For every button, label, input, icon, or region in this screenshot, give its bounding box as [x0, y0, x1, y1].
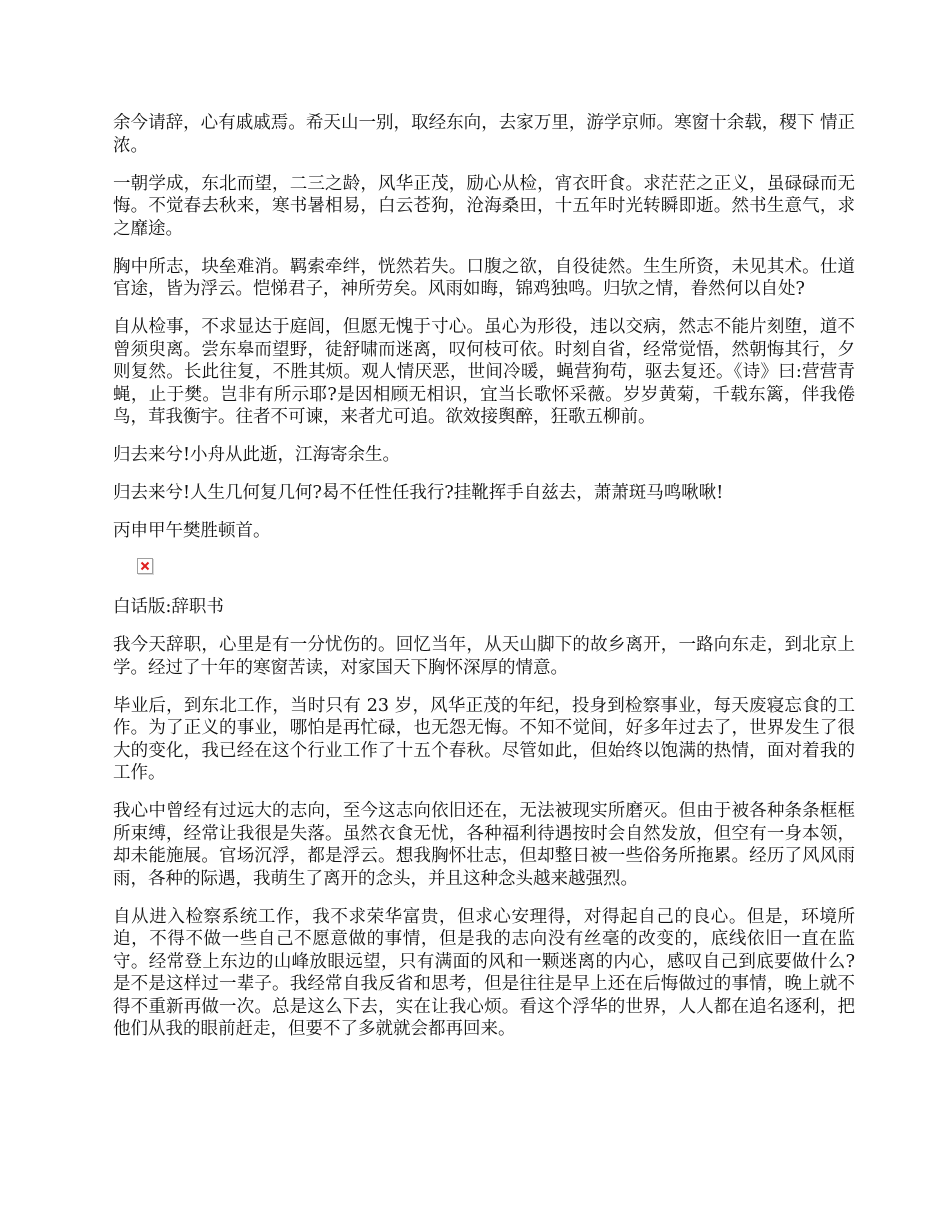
vernacular-paragraph-4: 自从进入检察系统工作，我不求荣华富贵，但求心安理得，对得起自己的良心。但是，环境所迫，不得不做一些自己不愿意做的事情，但是我的志向没有丝毫的改变的，底线依旧一直在监守。经常登上东边的山峰放眼远望，只有满面的风和一颗迷离的内心，感叹自己到底要做什么?是不是这样过一辈子。我经常自我反省和思考，但是往往是早上还在后悔做过的事情，晚上就不得不重新再做一次。总是这么下去，实在让我心烦。看这个浮华的世界，人人都在追名逐利，把他们从我的眼前赶走，但要不了多就就会都再回来。 [113, 906, 855, 1039]
classical-paragraph-4: 自从检事，不求显达于庭闾，但愿无愧于寸心。虽心为形役，违以交病，然志不能片刻堕，道不曾须臾离。尝东皋而望野，徒舒啸而迷离，叹何枝可依。时刻自省，经常觉悟，然朝悔其行，夕则复然。长此往复，不胜其烦。观人情厌恶，世间冷暖，蝇营狗苟，驱去复还。《诗》曰:营营青蝇，止于樊。岂非有所示耶?是因相顾无相识，宜当长歌怀采薇。岁岁黄菊，千载东篱，伴我倦鸟，茸我衡宇。往者不可谏，来者尤可追。欲效接舆醉，狂歌五柳前。 [113, 317, 855, 427]
document-page [113, 112, 855, 1056]
vernacular-heading: 白话版:辞职书 [113, 597, 224, 617]
vernacular-paragraph-1: 我今天辞职，心里是有一分忧伤的。回忆当年，从天山脚下的故乡离开，一路向东走，到北京上学。经过了十年的寒窗苦读，对家国天下胸怀深厚的情意。 [113, 635, 855, 678]
vernacular-paragraph-2: 毕业后，到东北工作，当时只有 23 岁，风华正茂的年纪，投身到检察事业，每天废寝忘食的工作。为了正义的事业，哪怕是再忙碌，也无怨无悔。不知不觉间，好多年过去了，世界发生了很大的变化，我已经在这个行业工作了十五个春秋。尽管如此，但始终以饱满的热情，面对着我的工作。 [113, 695, 855, 783]
classical-paragraph-5: 归去来兮!小舟从此逝，江海寄余生。 [113, 445, 401, 465]
vernacular-paragraph-3: 我心中曾经有过远大的志向，至今这志向依旧还在，无法被现实所磨灭。但由于被各种条条框框所束缚，经常让我很是失落。虽然衣食无忧，各种福利待遇按时会自然发放，但空有一身本领，却未能施展。官场沉浮，都是浮云。想我胸怀壮志，但却整日被一些俗务所拖累。经历了风风雨雨，各种的际遇，我萌生了离开的念头，并且这种念头越来越强烈。 [113, 801, 855, 889]
classical-paragraph-1: 余今请辞，心有戚戚焉。希天山一别，取经东向，去家万里，游学京师。寒窗十余载，稷下 情正浓。 [113, 113, 855, 156]
image-placeholder-row [113, 558, 855, 578]
signature-line: 丙申甲午樊胜顿首。 [113, 521, 271, 541]
broken-image-icon [137, 558, 153, 574]
classical-paragraph-2: 一朝学成，东北而望，二三之龄，风华正茂，励心从检，宵衣旰食。求茫茫之正义，虽碌碌而无悔。不觉春去秋来，寒书暑相易，白云苍狗，沧海桑田，十五年时光转瞬即逝。然书生意气，求之靡途。 [113, 173, 855, 239]
classical-paragraph-6: 归去来兮!人生几何复几何?曷不任性任我行?挂靴挥手自兹去，萧萧斑马鸣啾啾! [113, 483, 724, 503]
classical-paragraph-3: 胸中所志，块垒难消。羁索牵绊，恍然若失。口腹之欲，自役徒然。生生所资，未见其术。仕道官途，皆为浮云。恺悌君子，神所劳矣。风雨如晦，锦鸡独鸣。归欤之情，眷然何以自处? [113, 256, 855, 299]
